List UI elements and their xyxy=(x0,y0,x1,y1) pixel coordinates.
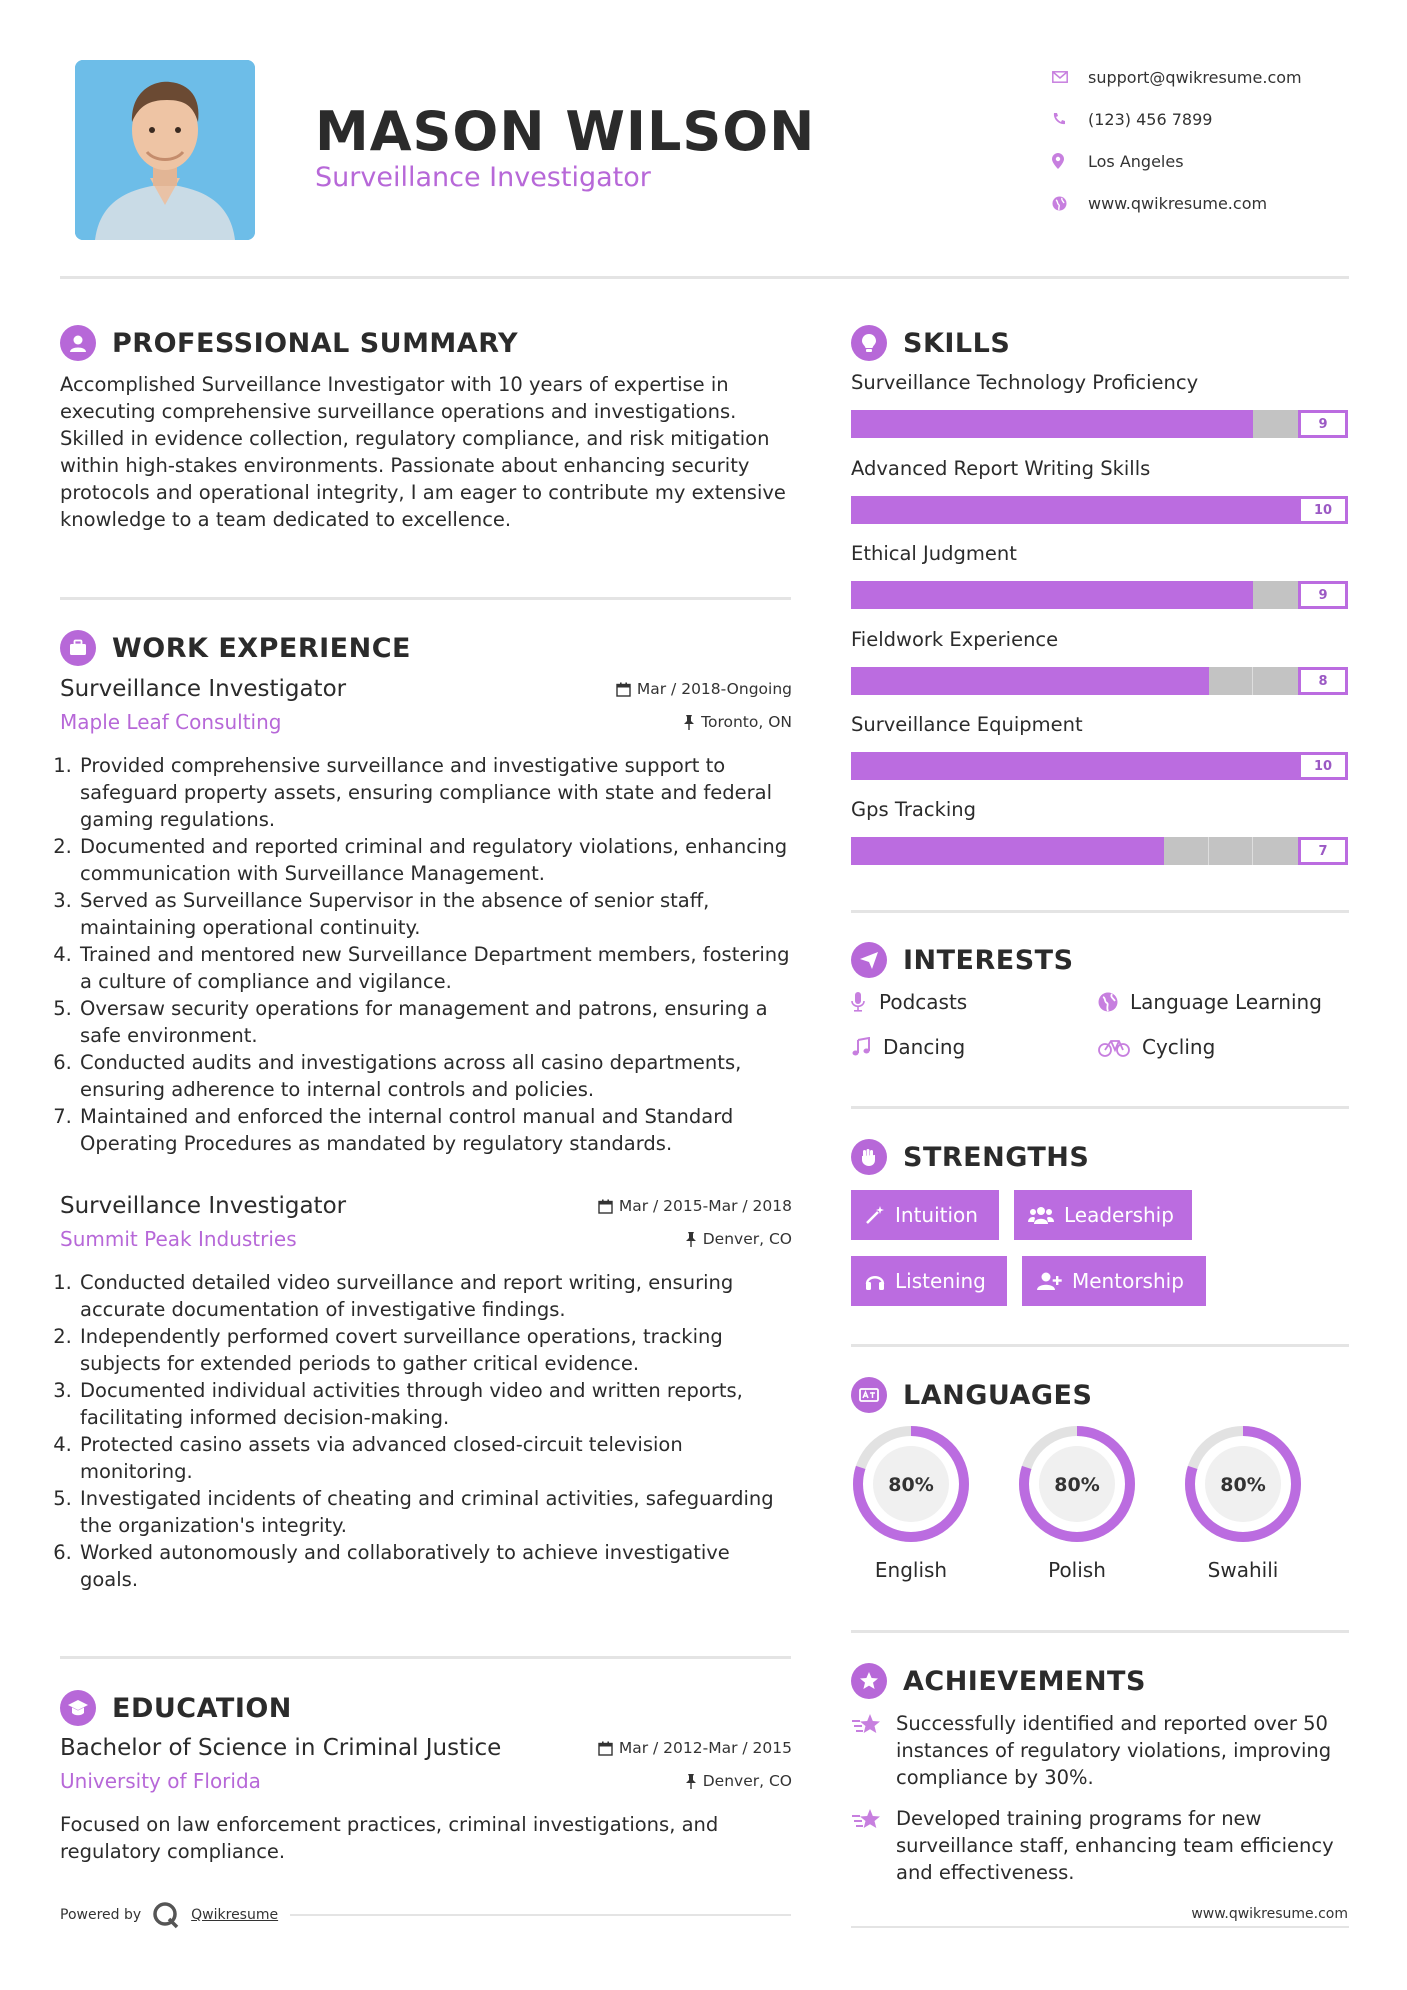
work-divider xyxy=(60,1656,791,1659)
skill-segment xyxy=(851,410,896,438)
user-icon xyxy=(60,325,96,361)
skill-segment xyxy=(1253,496,1298,524)
calendar-icon xyxy=(598,1199,613,1214)
list-item: 3. Documented individual activities through video and written reports, facilitating informed decision-making. xyxy=(78,1377,792,1431)
list-item: 1. Conducted detailed video surveillance and report writing, ensuring accurate documentation of investigative findings. xyxy=(78,1269,792,1323)
skill-segment xyxy=(985,837,1030,865)
language-icon xyxy=(851,1377,887,1413)
duties-list xyxy=(60,1269,792,1593)
strengths-divider xyxy=(851,1344,1349,1347)
interests-divider xyxy=(851,1106,1349,1109)
calendar-icon xyxy=(598,1741,613,1756)
magic-wand-icon xyxy=(865,1205,885,1225)
skill-segment xyxy=(1164,667,1209,695)
skill-segment xyxy=(1209,496,1254,524)
skill-segment xyxy=(1253,752,1298,780)
languages-heading: LANGUAGES xyxy=(851,1377,1092,1413)
skill-segment xyxy=(985,410,1030,438)
skill-segment xyxy=(1253,837,1298,865)
skill-segment xyxy=(1074,410,1119,438)
job-title: Surveillance Investigator xyxy=(60,676,347,702)
language-ring xyxy=(1015,1422,1139,1546)
candidate-title: Surveillance Investigator xyxy=(315,162,651,193)
skill-segment xyxy=(1030,496,1075,524)
music-note-icon xyxy=(851,1037,879,1057)
skill-segment xyxy=(1253,667,1298,695)
skill-item xyxy=(851,628,1348,695)
summary-heading: PROFESSIONAL SUMMARY xyxy=(60,325,518,361)
skill-level: 8 xyxy=(1298,667,1348,695)
skill-bar xyxy=(851,496,1348,524)
education-date: Mar / 2012-Mar / 2015 xyxy=(598,1739,792,1757)
job-location: Denver, CO xyxy=(685,1230,792,1248)
skill-segment xyxy=(896,667,941,695)
footer-divider-left xyxy=(290,1914,791,1916)
skill-name: Surveillance Equipment xyxy=(851,713,1083,736)
skill-bar xyxy=(851,581,1348,609)
footer-website[interactable]: www.qwikresume.com xyxy=(1191,1906,1348,1922)
skill-segment xyxy=(1119,410,1164,438)
strengths-heading: STRENGTHS xyxy=(851,1139,1089,1175)
list-item: 4. Protected casino assets via advanced closed-circuit television monitoring. xyxy=(78,1431,792,1485)
skill-segment xyxy=(1119,752,1164,780)
skill-segment xyxy=(851,667,896,695)
education-location: Denver, CO xyxy=(685,1772,792,1790)
skill-item xyxy=(851,798,1348,865)
job-title: Surveillance Investigator xyxy=(60,1193,347,1219)
skill-segment xyxy=(940,667,985,695)
skill-level: 10 xyxy=(1298,752,1348,780)
skill-bar xyxy=(851,752,1348,780)
list-item: 6. Conducted audits and investigations across all casino departments, ensuring adherence to internal controls and policies. xyxy=(78,1049,792,1103)
school-name: University of Florida xyxy=(60,1769,261,1793)
interest-item: Dancing xyxy=(851,1035,965,1059)
skill-segment xyxy=(896,496,941,524)
skill-segment xyxy=(1074,581,1119,609)
skill-segment xyxy=(1074,837,1119,865)
skill-segment xyxy=(1030,410,1075,438)
skills-divider xyxy=(851,910,1349,913)
raised-fist-icon xyxy=(851,1139,887,1175)
briefcase-icon xyxy=(60,630,96,666)
skill-segment xyxy=(1030,667,1075,695)
language-name: Swahili xyxy=(1207,1558,1279,1582)
strength-tag: Leadership xyxy=(1014,1190,1192,1240)
job-entry xyxy=(60,676,792,1157)
header-divider xyxy=(60,276,1349,279)
skill-segment xyxy=(985,752,1030,780)
skill-segment xyxy=(851,581,896,609)
candidate-name: MASON WILSON xyxy=(315,100,816,163)
globe-icon xyxy=(1050,196,1088,211)
skill-segment xyxy=(1209,410,1254,438)
skill-segment xyxy=(985,496,1030,524)
language-percent: 80% xyxy=(1054,1474,1100,1496)
achievement-item: Developed training programs for new surveillance staff, enhancing team efficiency and effectiveness. xyxy=(851,1805,1348,1886)
language-item xyxy=(1015,1422,1139,1582)
contact-phone[interactable]: (123) 456 7899 xyxy=(1050,98,1302,140)
language-percent: 80% xyxy=(1220,1474,1266,1496)
achievement-item: Successfully identified and reported over 50 instances of regulatory violations, improving compliance by 30%. xyxy=(851,1710,1348,1791)
skill-segment xyxy=(1030,581,1075,609)
skill-segment xyxy=(896,837,941,865)
skill-segment xyxy=(896,581,941,609)
globe-icon xyxy=(1098,992,1126,1012)
contact-website[interactable]: www.qwikresume.com xyxy=(1050,182,1302,224)
achievements-heading: ACHIEVEMENTS xyxy=(851,1663,1146,1699)
skill-segment xyxy=(1209,837,1253,865)
list-item: 3. Served as Surveillance Supervisor in the absence of senior staff, maintaining operational continuity. xyxy=(78,887,792,941)
education-heading: EDUCATION xyxy=(60,1690,292,1726)
list-item: 2. Independently performed covert surveillance operations, tracking subjects for extended periods to gather critical evidence. xyxy=(78,1323,792,1377)
skill-segment xyxy=(1164,752,1209,780)
degree-title: Bachelor of Science in Criminal Justice xyxy=(60,1735,502,1761)
profile-photo xyxy=(75,60,255,240)
interests-heading: INTERESTS xyxy=(851,942,1074,978)
skill-segment xyxy=(940,752,985,780)
duties-list xyxy=(60,752,792,1157)
language-item xyxy=(1181,1422,1305,1582)
pushpin-icon xyxy=(685,1774,697,1789)
skill-segment xyxy=(1119,667,1164,695)
languages-divider xyxy=(851,1630,1349,1633)
skill-segment xyxy=(940,837,985,865)
phone-icon xyxy=(1050,112,1088,126)
strength-tag: Listening xyxy=(851,1256,1007,1306)
skill-item xyxy=(851,371,1348,438)
education-entry xyxy=(60,1735,792,1865)
job-location: Toronto, ON xyxy=(683,713,792,731)
summary-text: Accomplished Surveillance Investigator with 10 years of expertise in executing comprehensive surveillance operations and investigations. Skilled in evidence collection, regulatory compliance, and risk mitigation within high-stakes environments. Passionate about enhancing security protocols and operational integrity, I am eager to contribute my extensive knowledge to a team dedicated to excellence. xyxy=(60,373,786,531)
job-company: Summit Peak Industries xyxy=(60,1227,297,1251)
skill-bar xyxy=(851,410,1348,438)
list-item: 1. Provided comprehensive surveillance and investigative support to safeguard property assets, ensuring compliance with state and federal gaming regulations. xyxy=(78,752,792,833)
skill-segment xyxy=(985,667,1030,695)
users-icon xyxy=(1028,1205,1054,1225)
education-description: Focused on law enforcement practices, criminal investigations, and regulatory compliance. xyxy=(60,1813,719,1863)
contact-email[interactable]: support@qwikresume.com xyxy=(1050,56,1302,98)
skill-level: 10 xyxy=(1298,496,1348,524)
skill-segment xyxy=(896,752,941,780)
skill-bar xyxy=(851,667,1348,695)
skill-bar xyxy=(851,837,1348,865)
user-plus-icon xyxy=(1036,1271,1062,1291)
skill-segment xyxy=(1164,581,1209,609)
language-name: Polish xyxy=(1048,1558,1106,1582)
skill-name: Advanced Report Writing Skills xyxy=(851,457,1151,480)
job-entry xyxy=(60,1193,792,1593)
skill-segment xyxy=(1030,752,1075,780)
list-item: 7. Maintained and enforced the internal control manual and Standard Operating Procedures as mandated by regulatory standards. xyxy=(78,1103,792,1157)
skill-segment xyxy=(1253,581,1298,609)
strength-tag: Intuition xyxy=(851,1190,999,1240)
work-heading: WORK EXPERIENCE xyxy=(60,630,411,666)
interest-item: Podcasts xyxy=(851,990,967,1014)
skill-segment xyxy=(896,410,941,438)
list-item: 5. Oversaw security operations for management and patrons, ensuring a safe environment. xyxy=(78,995,792,1049)
microphone-icon xyxy=(851,992,879,1012)
interest-item: Language Learning xyxy=(1098,990,1322,1014)
skill-segment xyxy=(1074,752,1119,780)
skill-item xyxy=(851,457,1348,524)
skill-segment xyxy=(1209,667,1253,695)
skill-segment xyxy=(851,496,896,524)
list-item: 6. Worked autonomously and collaboratively to achieve investigative goals. xyxy=(78,1539,792,1593)
skill-segment xyxy=(851,752,896,780)
language-ring xyxy=(1181,1422,1305,1546)
skill-segment xyxy=(1030,837,1075,865)
skill-segment xyxy=(1209,752,1254,780)
job-date: Mar / 2018-Ongoing xyxy=(616,680,792,698)
skill-segment xyxy=(1119,837,1164,865)
language-ring xyxy=(849,1422,973,1546)
skill-segment xyxy=(1164,496,1209,524)
job-date: Mar / 2015-Mar / 2018 xyxy=(598,1197,792,1215)
star-icon xyxy=(851,1805,896,1886)
skill-level: 7 xyxy=(1298,837,1348,865)
bicycle-icon xyxy=(1098,1037,1142,1057)
skill-level: 9 xyxy=(1298,410,1348,438)
list-item: 5. Investigated incidents of cheating and criminal activities, safeguarding the organization's integrity. xyxy=(78,1485,792,1539)
calendar-icon xyxy=(616,682,631,697)
skill-segment xyxy=(1253,410,1298,438)
contact-info xyxy=(1050,56,1302,224)
list-item: 4. Trained and mentored new Surveillance Department members, fostering a culture of compliance and vigilance. xyxy=(78,941,792,995)
skill-segment xyxy=(1164,837,1208,865)
footer-divider-right xyxy=(851,1926,1349,1928)
interest-item: Cycling xyxy=(1098,1035,1215,1059)
skill-segment xyxy=(851,837,896,865)
envelope-icon xyxy=(1050,71,1088,83)
skill-segment xyxy=(1074,496,1119,524)
skill-segment xyxy=(1209,581,1254,609)
language-item xyxy=(849,1422,973,1582)
lightbulb-icon xyxy=(851,325,887,361)
skill-level: 9 xyxy=(1298,581,1348,609)
footer-brand-link[interactable]: Qwikresume xyxy=(191,1907,279,1923)
summary-divider xyxy=(60,597,791,600)
skill-segment xyxy=(1074,667,1119,695)
language-name: English xyxy=(874,1558,948,1582)
footer-powered-by: Powered by Qwikresume xyxy=(60,1900,278,1930)
headphones-icon xyxy=(865,1271,885,1291)
skill-name: Fieldwork Experience xyxy=(851,628,1059,651)
map-pin-icon xyxy=(1050,153,1088,169)
list-item: 2. Documented and reported criminal and regulatory violations, enhancing communication with Surveillance Management. xyxy=(78,833,792,887)
skill-segment xyxy=(1119,496,1164,524)
skill-segment xyxy=(985,581,1030,609)
job-company: Maple Leaf Consulting xyxy=(60,710,282,734)
paper-plane-icon xyxy=(851,942,887,978)
skill-name: Ethical Judgment xyxy=(851,542,1017,565)
language-percent: 80% xyxy=(888,1474,934,1496)
contact-location: Los Angeles xyxy=(1050,140,1302,182)
graduation-icon xyxy=(60,1690,96,1726)
skill-name: Gps Tracking xyxy=(851,798,977,821)
skill-segment xyxy=(940,496,985,524)
qwikresume-logo-icon xyxy=(151,1900,181,1930)
skill-item xyxy=(851,713,1348,780)
skill-segment xyxy=(1164,410,1209,438)
skills-heading: SKILLS xyxy=(851,325,1010,361)
skill-name: Surveillance Technology Proficiency xyxy=(851,371,1199,394)
skill-segment xyxy=(1119,581,1164,609)
strength-tag: Mentorship xyxy=(1022,1256,1206,1306)
skill-item xyxy=(851,542,1348,609)
star-icon xyxy=(851,1710,896,1791)
star-badge-icon xyxy=(851,1663,887,1699)
skill-segment xyxy=(940,410,985,438)
pushpin-icon xyxy=(683,715,695,730)
pushpin-icon xyxy=(685,1232,697,1247)
skill-segment xyxy=(940,581,985,609)
